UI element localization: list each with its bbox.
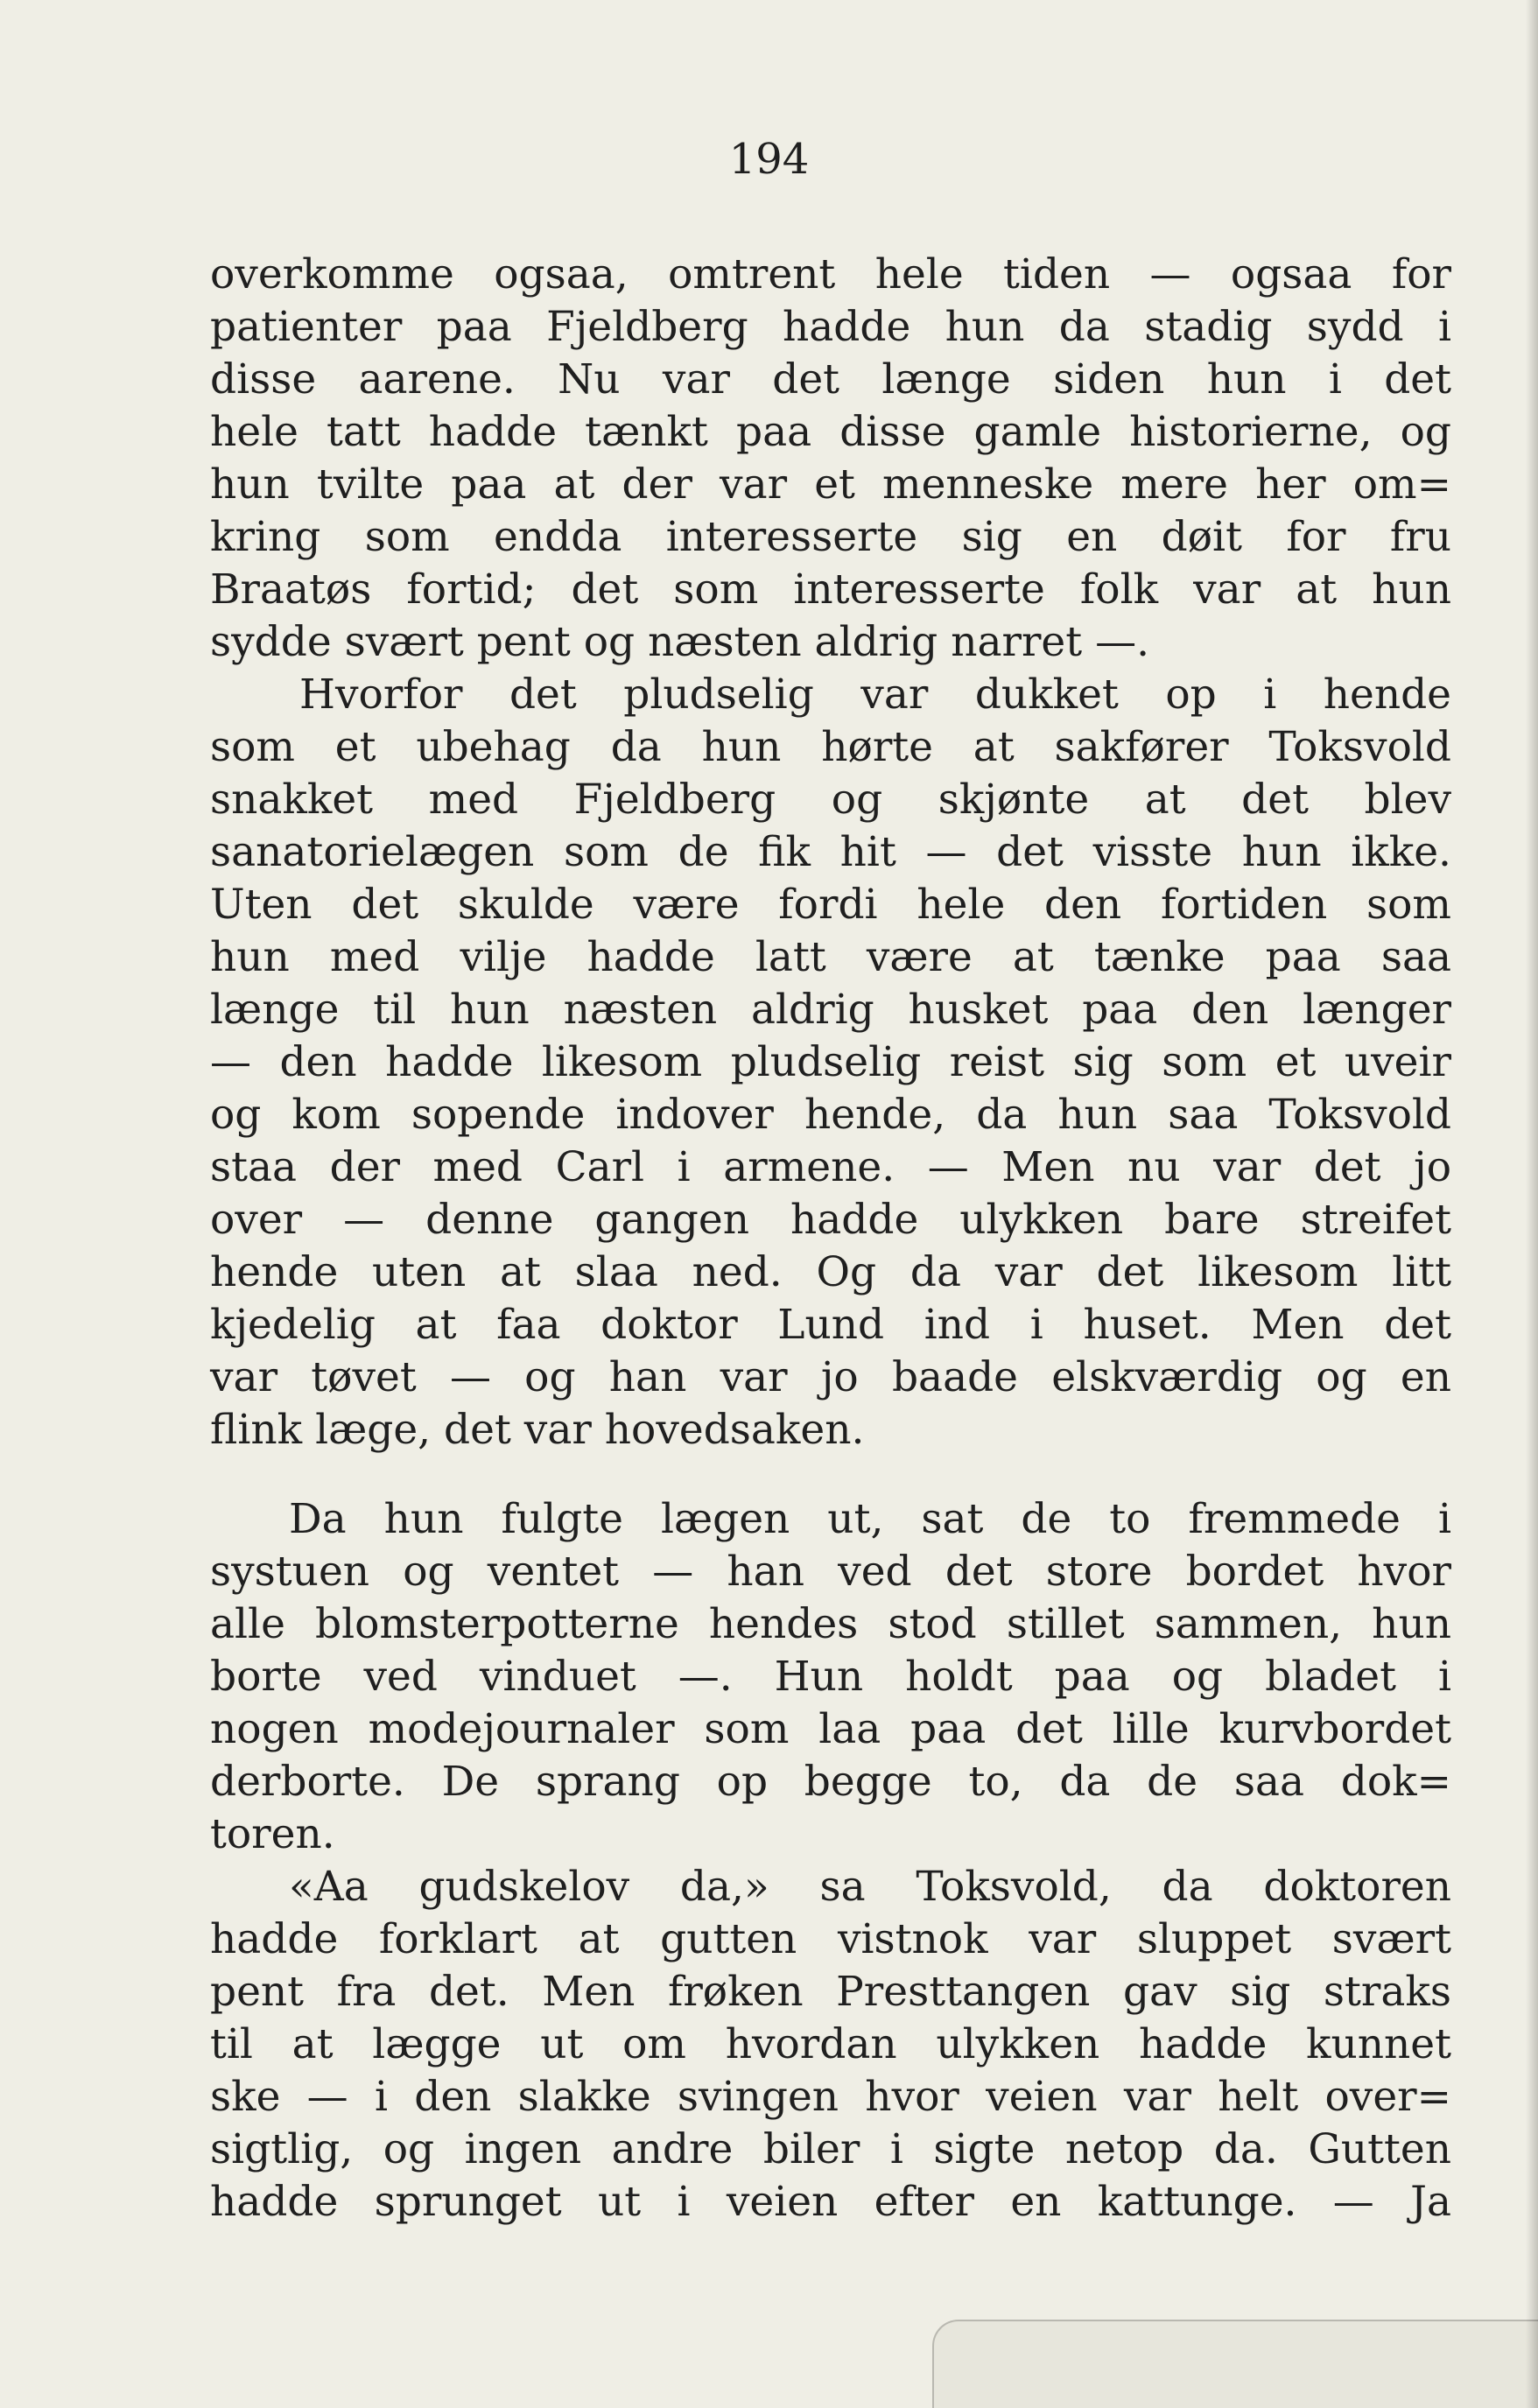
text-line: borte ved vinduet —. Hun holdt paa og bladet i bbox=[210, 1653, 1451, 1701]
text-line: ske — i den slakke svingen hvor veien var helt over= bbox=[210, 2073, 1451, 2121]
text-line: pent fra det. Men frøken Presttangen gav sig straks bbox=[210, 1968, 1451, 2016]
text-line: systuen og ventet — han ved det store bordet hvor bbox=[210, 1548, 1451, 1596]
text-line: hadde sprunget ut i veien efter en kattunge. — Ja bbox=[210, 2178, 1451, 2226]
text-line: overkomme ogsaa, omtrent hele tiden — ogsaa for bbox=[210, 250, 1451, 298]
text-line: hun tvilte paa at der var et menneske mere her om= bbox=[210, 460, 1451, 509]
text-line: flink læge, det var hovedsaken. bbox=[210, 1406, 865, 1454]
text-line: hele tatt hadde tænkt paa disse gamle historierne, og bbox=[210, 408, 1451, 456]
text-line: nogen modejournaler som laa paa det lille kurvbordet bbox=[210, 1705, 1451, 1753]
text-line: over — denne gangen hadde ulykken bare streifet bbox=[210, 1196, 1451, 1244]
text-line: kring som endda interesserte sig en døit for fru bbox=[210, 513, 1451, 561]
text-line: Uten det skulde være fordi hele den fortiden som bbox=[210, 881, 1451, 929]
text-line: Hvorfor det pludselig var dukket op i hende bbox=[299, 670, 1451, 719]
text-line: hun med vilje hadde latt være at tænke paa saa bbox=[210, 933, 1451, 981]
text-line: disse aarene. Nu var det længe siden hun i det bbox=[210, 355, 1451, 404]
text-line: til at lægge ut om hvordan ulykken hadde kunnet bbox=[210, 2020, 1451, 2068]
text-line: sanatorielægen som de fik hit — det visste hun ikke. bbox=[210, 828, 1451, 876]
text-line: staa der med Carl i armene. — Men nu var det jo bbox=[210, 1143, 1451, 1191]
text-line: som et ubehag da hun hørte at sakfører Toksvold bbox=[210, 723, 1451, 771]
text-block-bottom bbox=[210, 1493, 1451, 2229]
text-line: og kom sopende indover hende, da hun saa Toksvold bbox=[210, 1091, 1451, 1139]
text-line: «Aa gudskelov da,» sa Toksvold, da doktoren bbox=[289, 1863, 1451, 1911]
text-line: Da hun fulgte lægen ut, sat de to fremmede i bbox=[289, 1495, 1451, 1543]
text-line: sydde svært pent og næsten aldrig narret —. bbox=[210, 618, 1150, 666]
text-line: patienter paa Fjeldberg hadde hun da stadig sydd i bbox=[210, 303, 1451, 351]
text-line: snakket med Fjeldberg og skjønte at det blev bbox=[210, 776, 1451, 824]
text-line: kjedelig at faa doktor Lund ind i huset. Men det bbox=[210, 1301, 1451, 1349]
text-line: hende uten at slaa ned. Og da var det likesom litt bbox=[210, 1248, 1451, 1296]
text-line: alle blomsterpotterne hendes stod stillet sammen, hun bbox=[210, 1600, 1451, 1648]
text-block-top bbox=[210, 249, 1451, 1457]
text-line: længe til hun næsten aldrig husket paa den længer bbox=[210, 986, 1451, 1034]
text-line: sigtlig, og ingen andre biler i sigte netop da. Gutten bbox=[210, 2125, 1451, 2173]
text-line: hadde forklart at gutten vistnok var sluppet svært bbox=[210, 1915, 1451, 1963]
text-line: toren. bbox=[210, 1810, 335, 1858]
text-line: — den hadde likesom pludselig reist sig som et uveir bbox=[210, 1038, 1451, 1086]
text-line: Braatøs fortid; det som interesserte folk var at hun bbox=[210, 565, 1451, 614]
text-line: var tøvet — og han var jo baade elskværdig og en bbox=[210, 1353, 1451, 1401]
page-number: 194 bbox=[728, 135, 810, 184]
page-edge-shadow bbox=[1526, 0, 1538, 2408]
text-line: derborte. De sprang op begge to, da de saa dok= bbox=[210, 1758, 1451, 1806]
page-corner-mark bbox=[932, 2320, 1538, 2408]
